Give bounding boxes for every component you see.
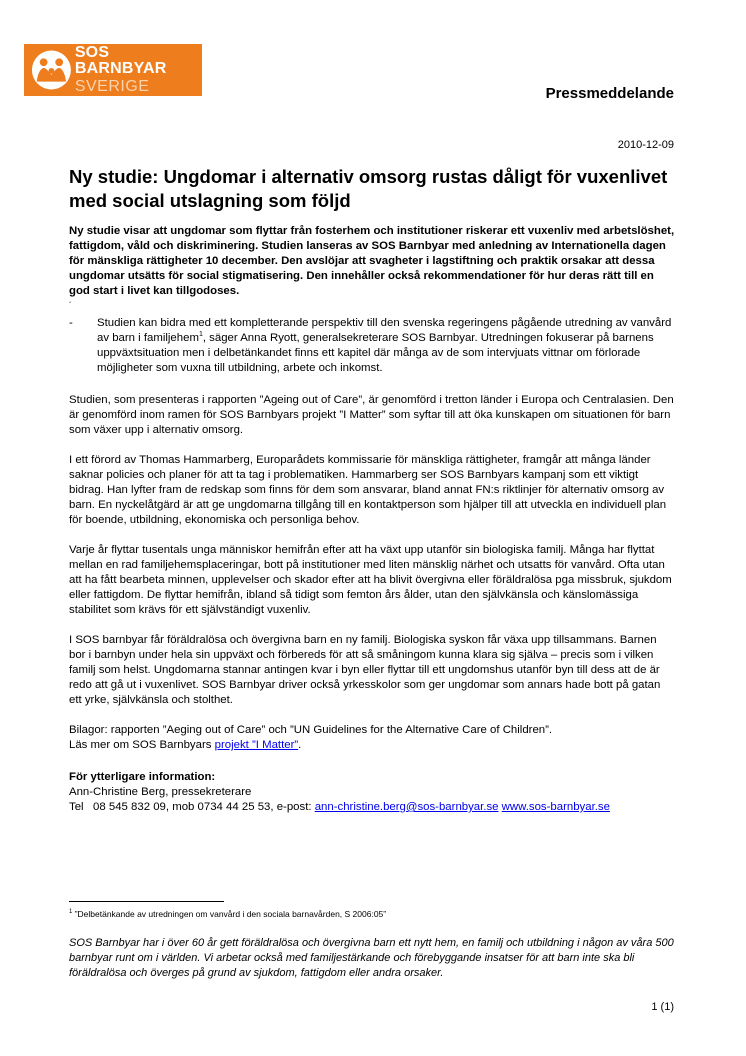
body-paragraph-3: Varje år flyttar tusentals unga människor hemifrån efter att ha växt upp utanför sin biologiska familj. Många har flyttat mellan en rad familjehemsplaceringar, bott på institutioner med liten mänsklig närhet och utsatts för vanvård. Ofta utan att ha fått bearbeta minnen, upplevelser och skador efter att ha blivit övergivna eller föräldralösa pga missbruk, sjukdom eller fattigdom. De flyttar hemifrån, ibland så tidigt som femton års ålder, utan den självkänsla och känslomässiga stabilitet som krävs för ett självständigt vuxenliv. (69, 544, 672, 616)
contact-name: Ann-Christine Berg, pressekreterare (69, 786, 252, 798)
article-body (69, 165, 676, 815)
footnote (69, 909, 386, 919)
headline: Ny studie: Ungdomar i alternativ omsorg rustas dåligt för vuxenlivet med social utslagning som följd (69, 166, 668, 211)
stray-tick-mark: ´ (69, 301, 72, 310)
quote-dash: - (69, 317, 73, 329)
quote-part-2: , säger Anna Ryott, generalsekreterare SOS Barnbyar. Utredningen fokuserar på barnens uppväxtsituation men i delbetänkandet finns ett kapitel där många av de som intervjuats vittnar om förlorade möjligheter som vuxna till utbildning, arbete och inkomst. (97, 332, 654, 374)
document-type: Pressmeddelande (545, 85, 674, 102)
quote-text (97, 316, 676, 376)
contact-block (69, 770, 676, 815)
read-more-suffix: . (298, 739, 302, 751)
footnote-number: 1 (69, 909, 73, 916)
contact-phone-text: Tel 08 545 832 09, mob 0734 44 25 53, e-post: (69, 801, 315, 813)
logo-wordmark: SOS BARNBYAR (74, 44, 167, 77)
read-more-prefix: Läs mer om SOS Barnbyars (69, 739, 215, 751)
footnote-reference: 1 (198, 331, 203, 339)
website-link[interactable]: www.sos-barnbyar.se (501, 801, 610, 813)
contact-phone-line (69, 800, 676, 815)
page-number: 1 (1) (651, 1001, 674, 1013)
quote-block (69, 316, 676, 376)
about-organization: SOS Barnbyar har i över 60 år gett föräldralösa och övergivna barn ett nytt hem, en familj och utbildning i någon av våra 500 barnbyar runt om i världen. Vi arbetar också med familjestärkande och förebyggande insatser för att barn inte ska bli föräldralösa och överges på grund av sjukdom, fattigdom eller andra orsaker. (69, 937, 674, 979)
email-link[interactable]: ann-christine.berg@sos-barnbyar.se (314, 801, 499, 813)
footnote-text: ”Delbetänkande av utredningen om vanvård i den sociala barnavården, S 2006:05” (72, 909, 387, 919)
quote-part-1: Studien kan bidra med ett kompletterande perspektiv till den svenska regeringens pågående utredning av vanvård av barn i familjehem (97, 317, 672, 344)
body-paragraph-4: I SOS barnbyar får föräldralösa och övergivna barn en ny familj. Biologiska syskon får växa upp tillsammans. Barnen bor i barnbyn under hela sin uppväxt och förbereds för att så småningom kunna klara sig själva – precis som i vilken familj som helst. Ungdomarna stannar antingen kvar i byn eller flyttar till ett ungdomshus utanför byn till dess att de är redo att gå ut i vuxenlivet. SOS Barnbyar driver också yrkesskolor som ger ungdomar som annars hade bott på gatan ett yrke, självkänsla och stolthet. (69, 634, 661, 706)
sos-barnbyar-logo (24, 44, 202, 96)
body-paragraph-2: I ett förord av Thomas Hammarberg, Europarådets kommissarie för mänskliga rättigheter, framgår att många länder saknar policies och planer för att ta tag i problematiken. Hammarberg ser SOS Barnbyars kampanj som ett viktigt bidrag. Han lyfter fram de redskap som finns för dem som ansvarar, bland annat FN:s riktlinjer för alternativ omsorg av barn. En nyckelåtgärd är att ge ungdomarna tillgång till en kontaktperson som hjälper till att utveckla en individuell plan för boende, utbildning, ekonomiska och personliga behov. (69, 454, 667, 526)
contact-heading: För ytterligare information: (69, 771, 216, 783)
footnote-divider (69, 901, 224, 902)
logo-subtitle: SVERIGE (74, 78, 150, 95)
attachments-block (69, 723, 676, 753)
attachments-line: Bilagor: rapporten ”Aeging out of Care” och ”UN Guidelines for the Alternative Care of Children”. (69, 724, 553, 736)
release-date: 2010-12-09 (617, 139, 674, 151)
body-paragraph-1: Studien, som presenteras i rapporten ”Ageing out of Care”, är genomförd i tretton länder i Europa och Centralasien. Den är genomförd inom ramen för SOS Barnbyars projekt ”I Matter” som syftar till att öka kunskapen om situationen för barn som växer upp i alternativ omsorg. (69, 394, 674, 436)
read-more-line (69, 738, 676, 753)
children-emblem-icon (30, 48, 73, 92)
lead-paragraph: Ny studie visar att ungdomar som flyttar från fosterhem och institutioner riskerar ett vuxenliv med arbetslöshet, fattigdom, våld och diskriminering. Studien lanseras av SOS Barnbyar med anledning av Internationella dagen för mänskliga rättigheter 10 december. Den avslöjar att svagheter i lagstiftning och praktik orsakar att dessa ungdomar utsätts för social stigmatisering. Den innehåller också rekommendationer för hur deras rätt till en god start i livet kan tillgodoses. (69, 225, 675, 297)
project-i-matter-link[interactable]: projekt ”I Matter” (214, 739, 299, 751)
